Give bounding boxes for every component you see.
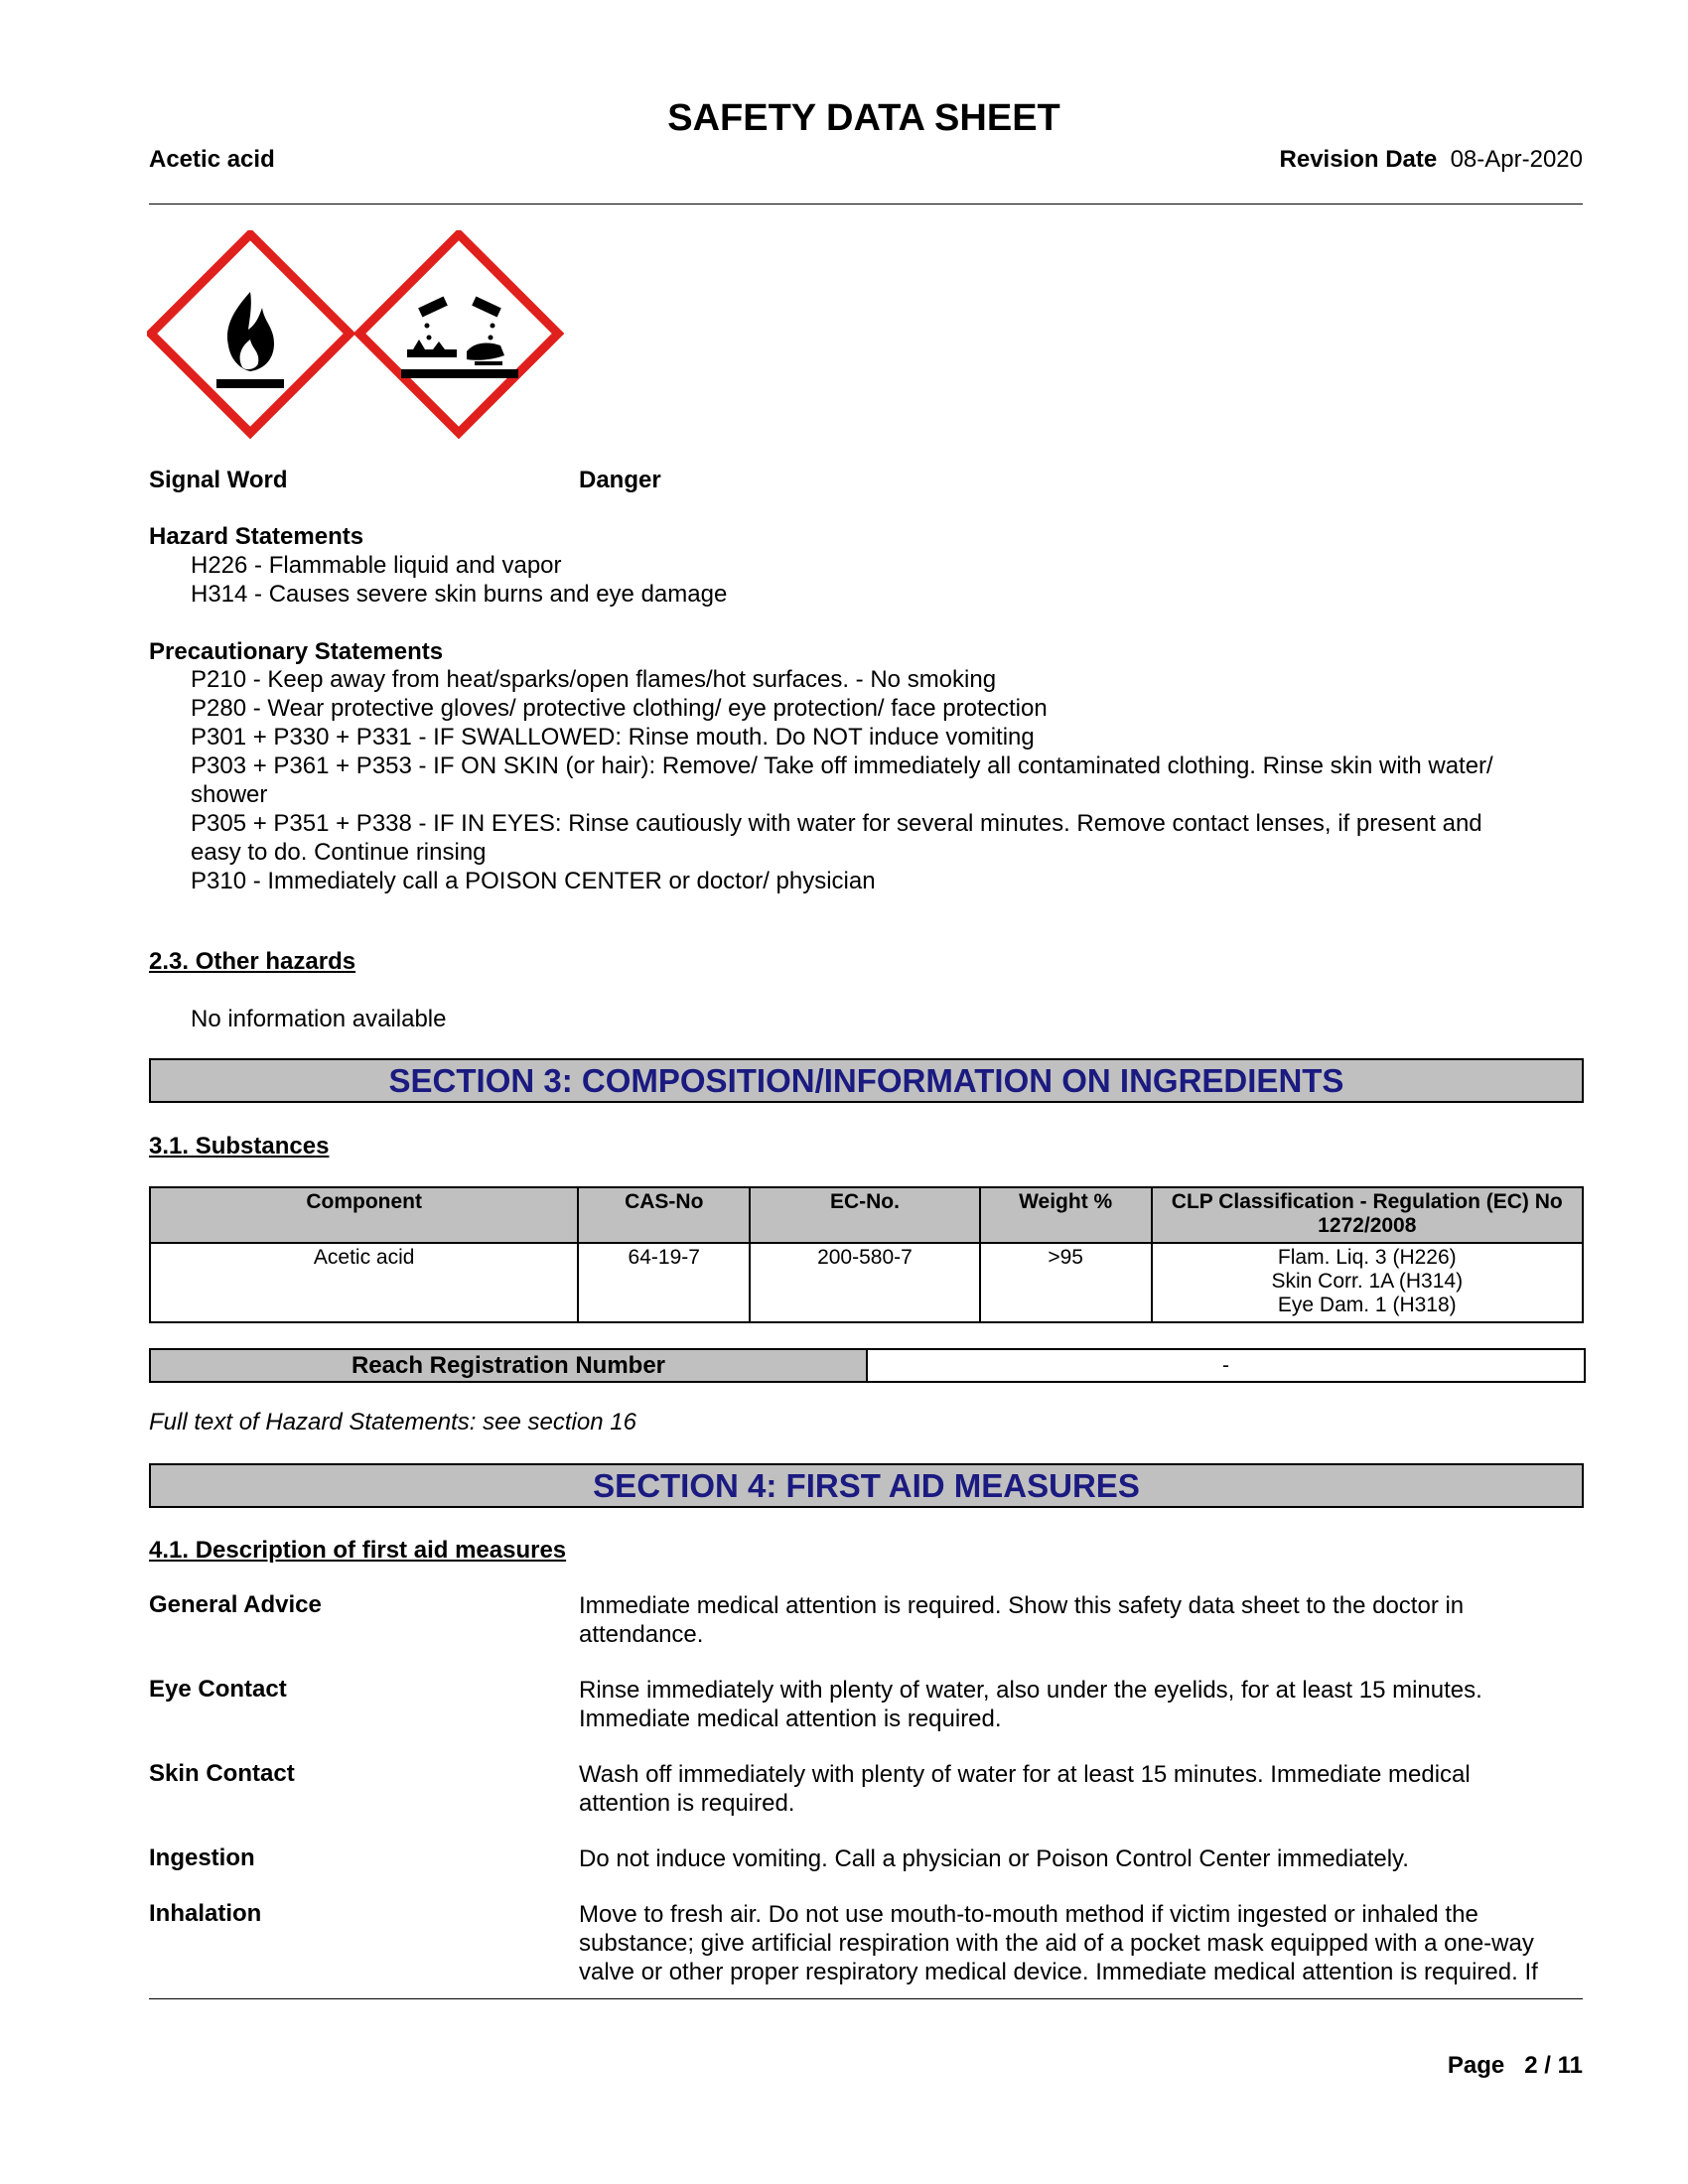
cell-ec-no: 200-580-7 bbox=[750, 1243, 980, 1322]
precautionary-line: P301 + P330 + P331 - IF SWALLOWED: Rinse mouth. Do NOT induce vomiting bbox=[191, 724, 1035, 751]
hazard-item: H226 - Flammable liquid and vapor bbox=[191, 552, 562, 579]
ingestion-text bbox=[579, 1844, 1582, 1873]
header-rule bbox=[149, 204, 1583, 205]
flame-icon bbox=[151, 234, 350, 433]
reach-value: - bbox=[1222, 1354, 1229, 1377]
ghs-pictograms bbox=[147, 230, 564, 441]
signal-word-value: Danger bbox=[579, 467, 661, 493]
section4-title: SECTION 4: FIRST AID MEASURES bbox=[149, 1463, 1584, 1508]
skin-contact-label: Skin Contact bbox=[149, 1760, 295, 1787]
text-line: valve or other proper respiratory medical device. Immediate medical attention is required. If bbox=[579, 1959, 1538, 1985]
reach-label: Reach Registration Number bbox=[151, 1350, 868, 1381]
product-name: Acetic acid bbox=[149, 146, 275, 173]
precautionary-heading: Precautionary Statements bbox=[149, 638, 444, 665]
composition-table bbox=[149, 1186, 1584, 1323]
col-clp: CLP Classification - Regulation (EC) No 1272/2008 bbox=[1152, 1187, 1583, 1243]
eye-contact-label: Eye Contact bbox=[149, 1676, 287, 1703]
text-line: attention is required. bbox=[579, 1790, 795, 1817]
page-number bbox=[1448, 2052, 1583, 2080]
revision-value: 08-Apr-2020 bbox=[1450, 146, 1583, 173]
text-line: attendance. bbox=[579, 1621, 704, 1648]
col-ec-no: EC-No. bbox=[750, 1187, 980, 1243]
text-line: Rinse immediately with plenty of water, also under the eyelids, for at least 15 minutes. bbox=[579, 1677, 1482, 1704]
text-line: Immediate medical attention is required. Show this safety data sheet to the doctor in bbox=[579, 1592, 1465, 1619]
ingestion-label: Ingestion bbox=[149, 1844, 255, 1871]
precautionary-line: shower bbox=[191, 781, 268, 808]
page-label: Page bbox=[1447, 2052, 1505, 2079]
cell-component: Acetic acid bbox=[150, 1243, 578, 1322]
revision-date bbox=[1280, 146, 1583, 174]
hazard-item: H314 - Causes severe skin burns and eye damage bbox=[191, 581, 728, 608]
hazard-list bbox=[191, 551, 1581, 609]
full-text-note: Full text of Hazard Statements: see section 16 bbox=[149, 1409, 636, 1435]
general-advice-text bbox=[579, 1591, 1582, 1649]
cell-weight: >95 bbox=[980, 1243, 1152, 1322]
table-row bbox=[150, 1243, 1583, 1322]
section3-title: SECTION 3: COMPOSITION/INFORMATION ON INGREDIENTS bbox=[149, 1058, 1584, 1103]
hazard-heading: Hazard Statements bbox=[149, 523, 364, 550]
precautionary-line: P280 - Wear protective gloves/ protective clothing/ eye protection/ face protection bbox=[191, 695, 1048, 722]
precautionary-line: P305 + P351 + P338 - IF IN EYES: Rinse cautiously with water for several minutes. Remove contact lenses, if present and bbox=[191, 810, 1482, 837]
other-hazards-heading: 2.3. Other hazards bbox=[149, 948, 356, 975]
footer-rule bbox=[149, 1998, 1583, 1999]
precautionary-line: easy to do. Continue rinsing bbox=[191, 839, 487, 866]
corrosion-icon bbox=[359, 234, 558, 433]
page-value: 2 / 11 bbox=[1524, 2052, 1583, 2079]
precautionary-line: P310 - Immediately call a POISON CENTER or doctor/ physician bbox=[191, 868, 876, 894]
text-line: substance; give artificial respiration with the aid of a pocket mask equipped with a one-way bbox=[579, 1930, 1534, 1957]
col-weight: Weight % bbox=[980, 1187, 1152, 1243]
clp-line: Flam. Liq. 3 (H226) bbox=[1277, 1246, 1457, 1269]
text-line: Do not induce vomiting. Call a physician or Poison Control Center immediately. bbox=[579, 1845, 1409, 1872]
substances-heading: 3.1. Substances bbox=[149, 1133, 330, 1160]
text-line: Move to fresh air. Do not use mouth-to-mouth method if victim ingested or inhaled the bbox=[579, 1901, 1478, 1928]
revision-label: Revision Date bbox=[1279, 146, 1438, 173]
other-hazards-text: No information available bbox=[191, 1006, 447, 1032]
col-component: Component bbox=[150, 1187, 578, 1243]
skin-contact-text bbox=[579, 1760, 1582, 1818]
precautionary-line: P210 - Keep away from heat/sparks/open flames/hot surfaces. - No smoking bbox=[191, 666, 997, 693]
text-line: Immediate medical attention is required. bbox=[579, 1706, 1002, 1732]
clp-line: Skin Corr. 1A (H314) bbox=[1271, 1270, 1464, 1293]
table-header-row bbox=[150, 1187, 1583, 1243]
signal-word-label: Signal Word bbox=[149, 467, 288, 493]
first-aid-heading: 4.1. Description of first aid measures bbox=[149, 1537, 567, 1564]
cell-clp bbox=[1152, 1243, 1583, 1322]
inhalation-text bbox=[579, 1900, 1582, 1986]
precautionary-list bbox=[191, 665, 1581, 895]
precautionary-line: P303 + P361 + P353 - IF ON SKIN (or hair): Remove/ Take off immediately all contaminated clothing. Rinse skin with water/ bbox=[191, 752, 1493, 779]
general-advice-label: General Advice bbox=[149, 1591, 322, 1618]
document-title: SAFETY DATA SHEET bbox=[667, 97, 1060, 139]
reach-registration bbox=[149, 1348, 1586, 1383]
eye-contact-text bbox=[579, 1676, 1582, 1733]
clp-line: Eye Dam. 1 (H318) bbox=[1277, 1294, 1457, 1316]
col-cas-no: CAS-No bbox=[578, 1187, 750, 1243]
text-line: Wash off immediately with plenty of water for at least 15 minutes. Immediate medical bbox=[579, 1761, 1471, 1788]
inhalation-label: Inhalation bbox=[149, 1900, 262, 1927]
cell-cas-no: 64-19-7 bbox=[578, 1243, 750, 1322]
